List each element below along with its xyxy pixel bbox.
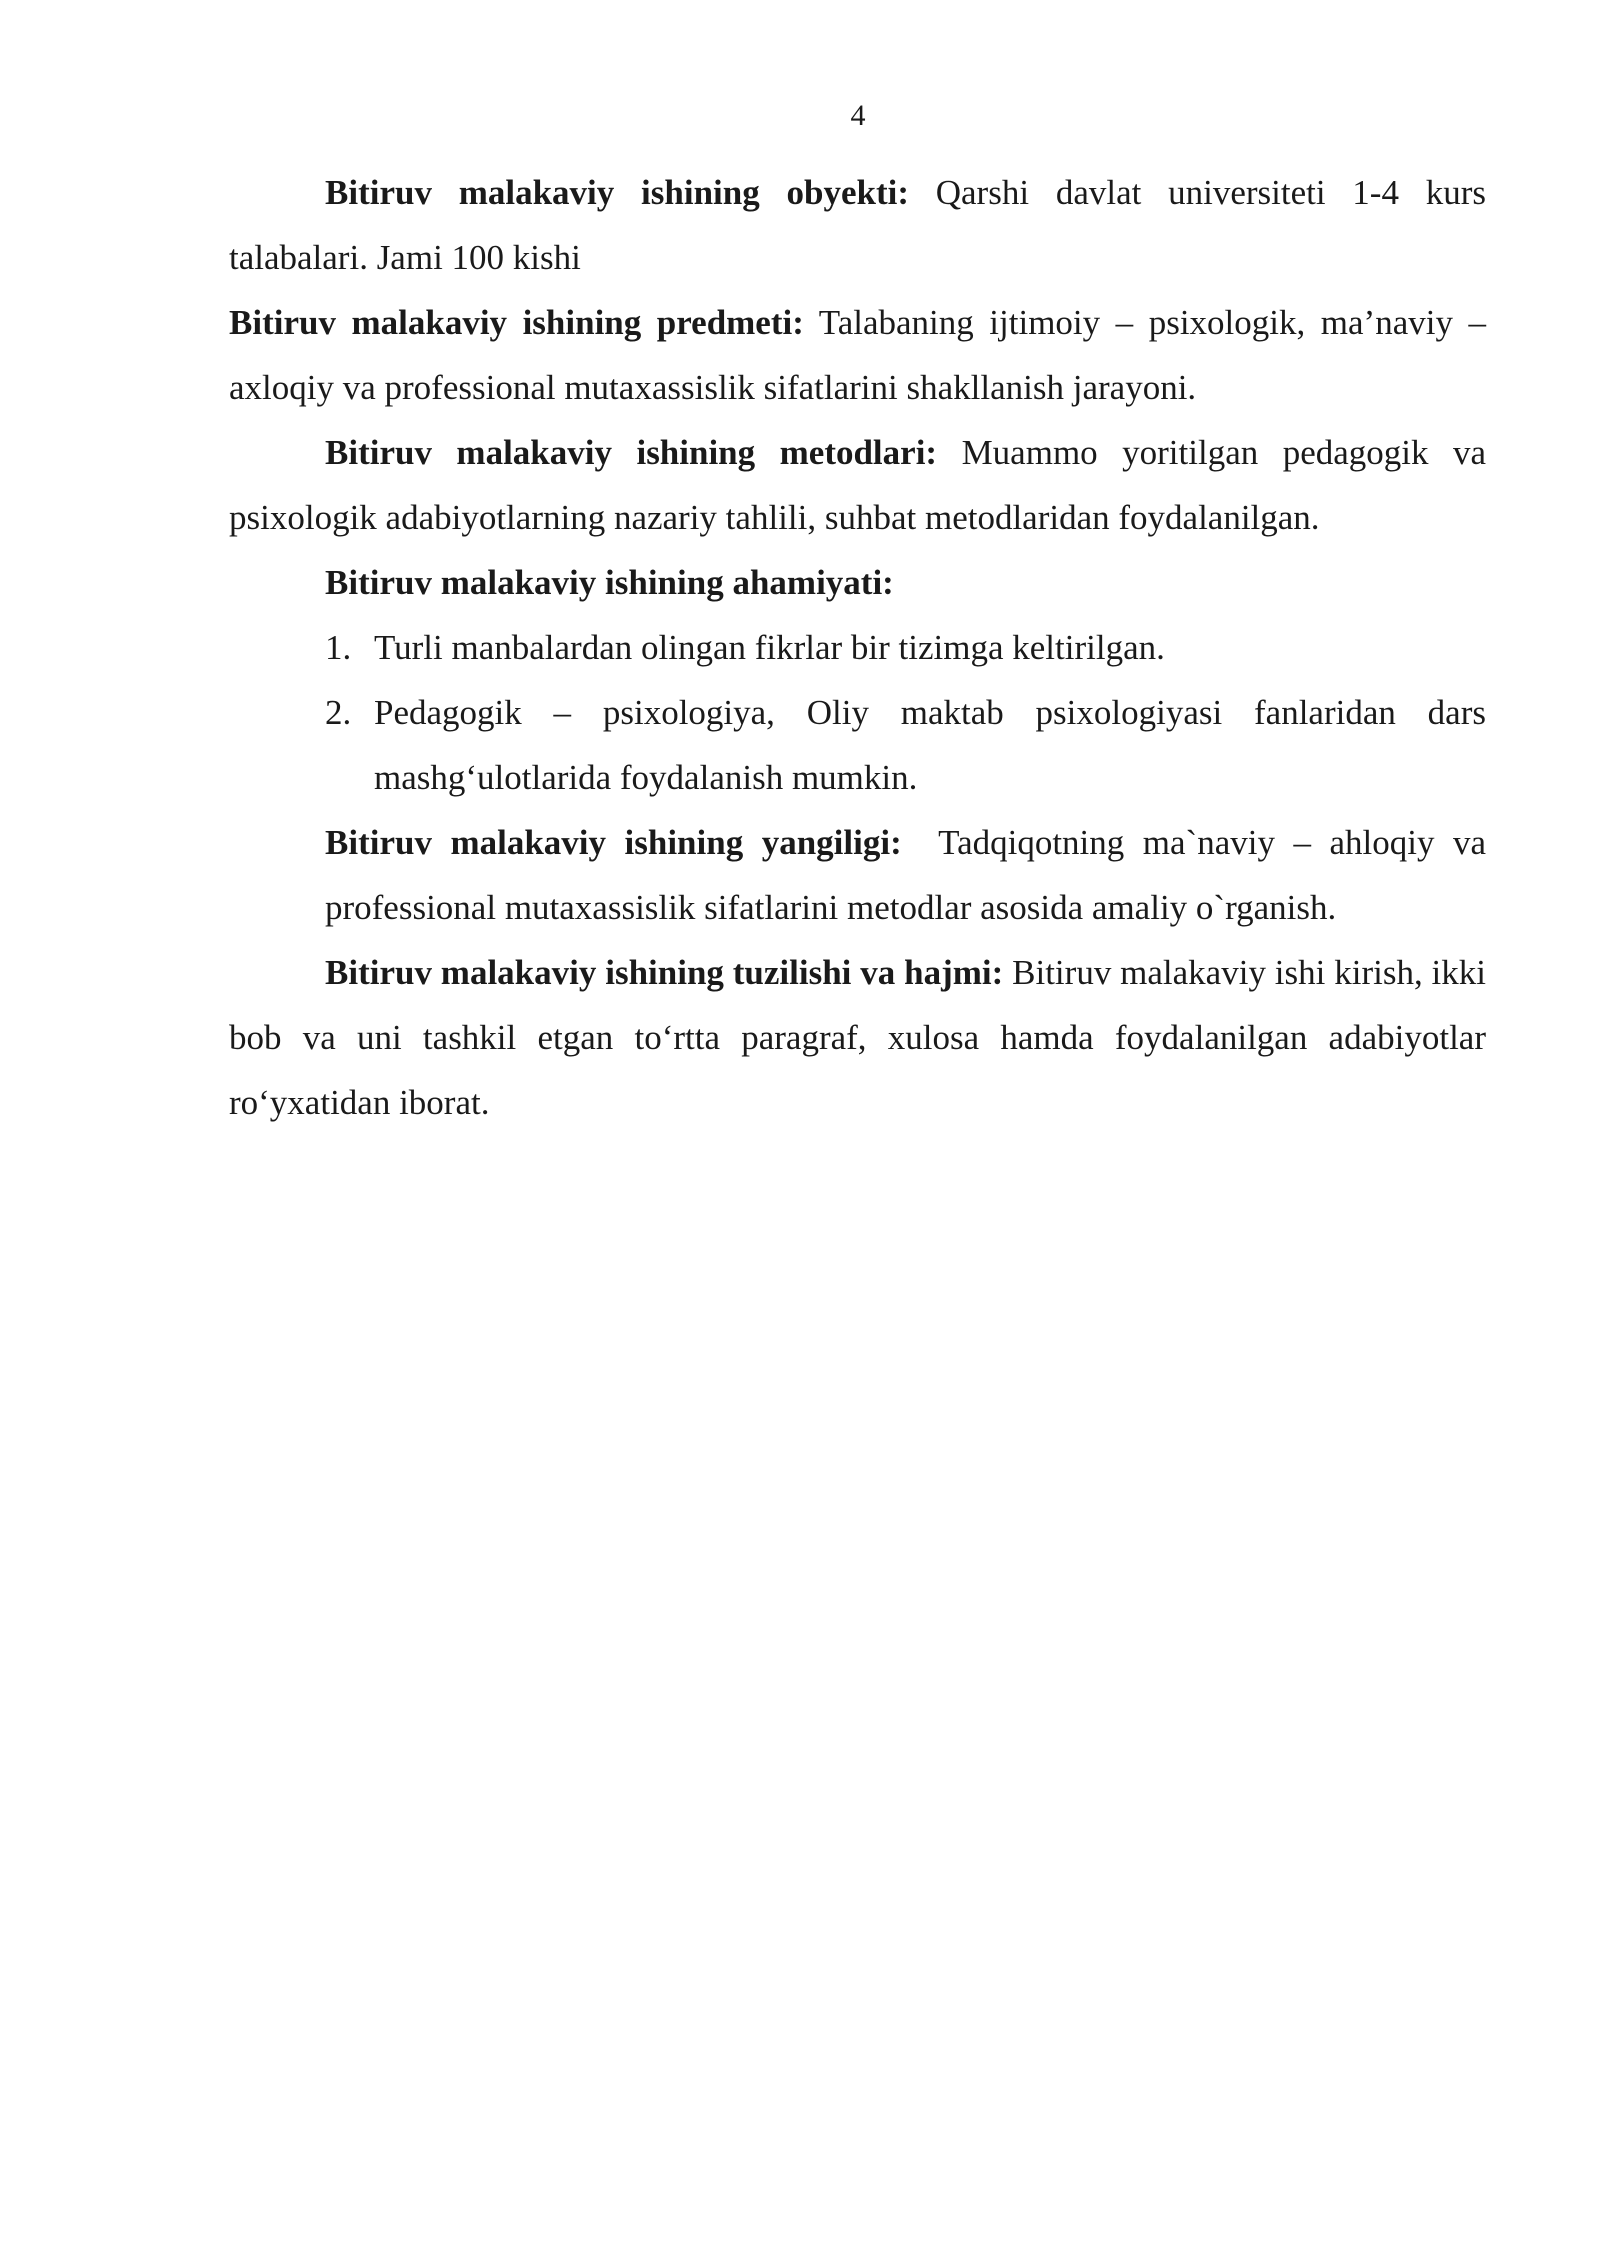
object-label: Bitiruv malakaviy ishining obyekti: (325, 173, 909, 212)
importance-list (229, 615, 1486, 810)
list-item-text: Pedagogik – psixologiya, Oliy maktab psixologiyasi fanlaridan dars mashg‘ulotlarida foydalanish mumkin. (374, 693, 1486, 797)
list-item (229, 680, 1486, 810)
list-item-text: Turli manbalardan olingan fikrlar bir tizimga keltirilgan. (374, 628, 1165, 667)
document-body (229, 160, 1486, 1135)
structure-paragraph (229, 940, 1486, 1135)
methods-text: Muammo yoritilgan pedagogik va psixologik adabiyotlarning nazariy tahlili, suhbat metodlaridan foydalanilgan. (229, 433, 1487, 537)
novelty-label: Bitiruv malakaviy ishining yangiligi: (325, 823, 902, 862)
importance-heading (229, 550, 1486, 615)
novelty-paragraph (229, 810, 1486, 940)
list-item (229, 615, 1486, 680)
list-item-number: 2. (325, 693, 352, 732)
object-paragraph (229, 160, 1486, 290)
object-text: Qarshi davlat universiteti 1-4 kurs talabalari. Jami 100 kishi (229, 173, 1486, 277)
methods-paragraph (229, 420, 1486, 550)
subject-label: Bitiruv malakaviy ishining predmeti: (229, 303, 804, 342)
subject-text: Talabaning ijtimoiy – psixologik, ma’naviy – axloqiy va professional mutaxassislik sifatlarini shakllanish jarayoni. (229, 303, 1486, 407)
subject-paragraph (229, 290, 1486, 420)
structure-text: Bitiruv malakaviy ishi kirish, ikki bob va uni tashkil etgan to‘rtta paragraf, xulosa hamda foydalanilgan adabiyotlar ro‘yxatidan iborat. (229, 953, 1486, 1122)
importance-label: Bitiruv malakaviy ishining ahamiyati: (325, 563, 894, 602)
page-number: 4 (850, 99, 866, 132)
structure-label: Bitiruv malakaviy ishining tuzilishi va hajmi: (325, 953, 1004, 992)
list-item-number: 1. (325, 628, 352, 667)
methods-label: Bitiruv malakaviy ishining metodlari: (325, 433, 938, 472)
novelty-text: Tadqiqotning ma`naviy – ahloqiy va professional mutaxassislik sifatlarini metodlar asosida amaliy o`rganish. (325, 823, 1486, 927)
